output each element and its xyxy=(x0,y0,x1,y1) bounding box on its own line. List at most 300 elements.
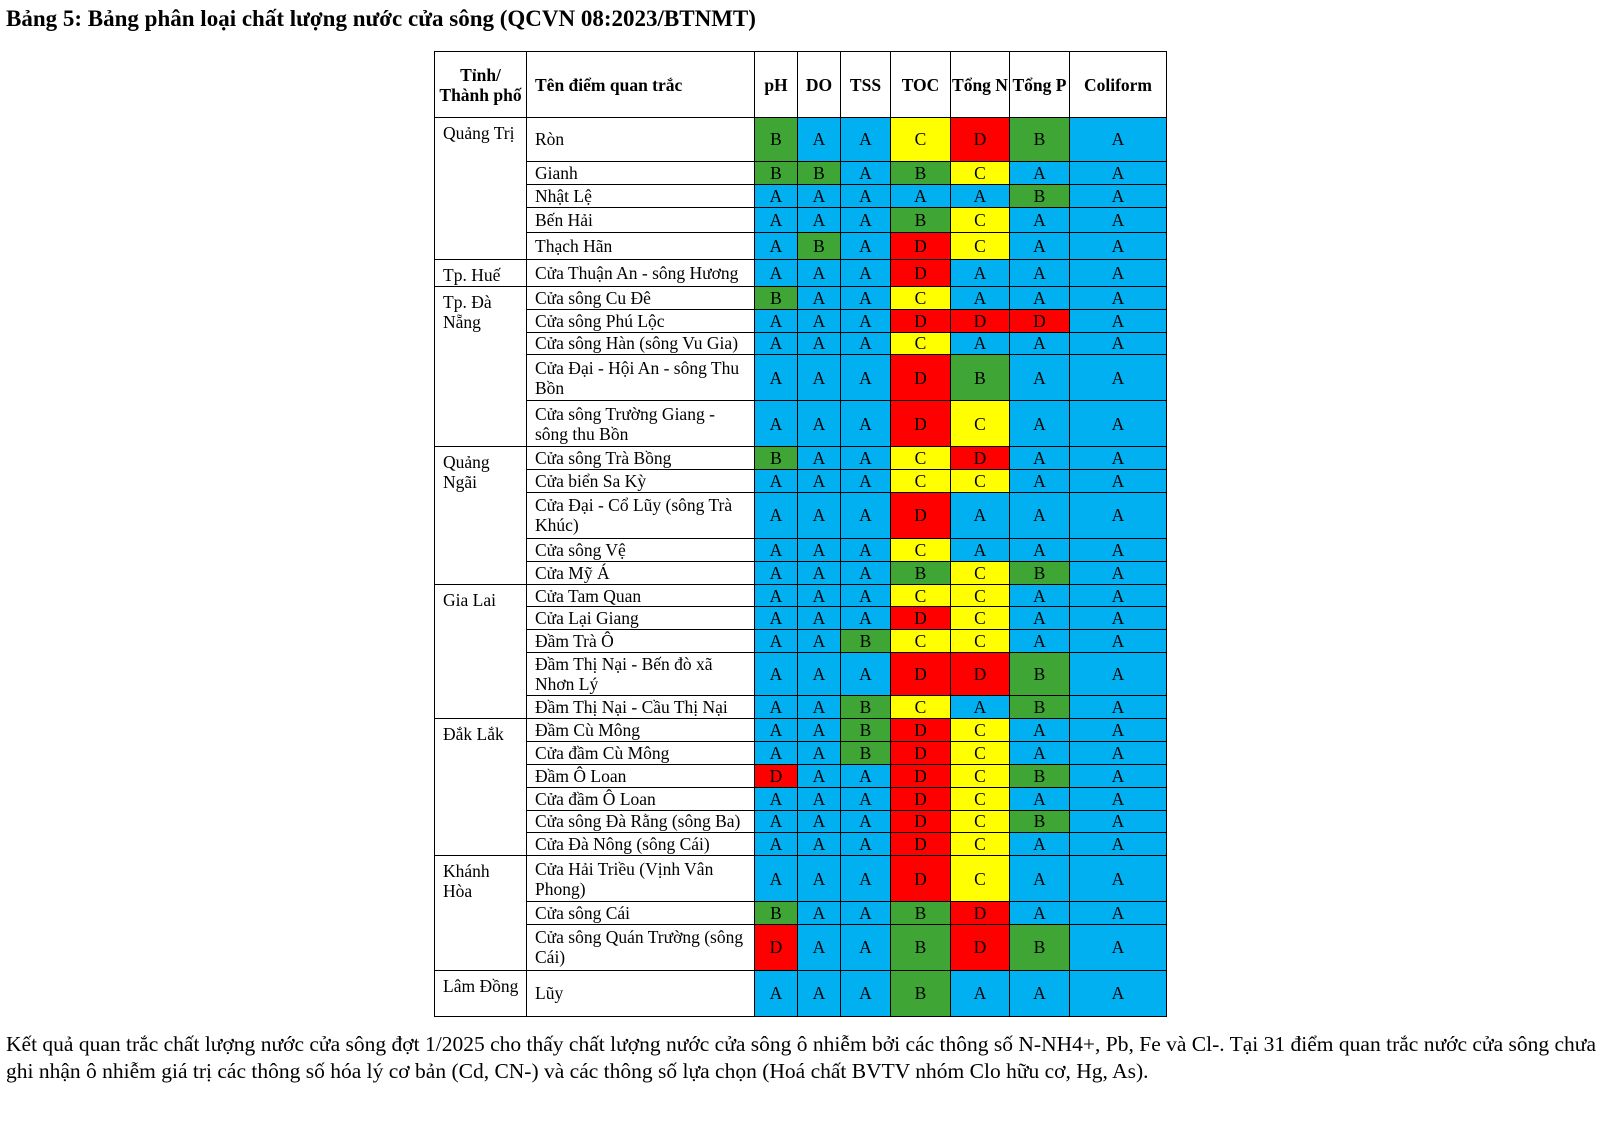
toc-grade-cell: C xyxy=(891,332,951,355)
table-row xyxy=(435,607,1167,630)
total-n-grade-cell: D xyxy=(951,309,1010,332)
tss-grade-cell: A xyxy=(841,856,891,902)
table-row xyxy=(435,970,1167,1016)
table-row xyxy=(435,184,1167,207)
do-grade-cell: A xyxy=(798,902,841,925)
total-n-grade-cell: A xyxy=(951,184,1010,207)
do-grade-cell: B xyxy=(798,232,841,259)
total-p-grade-cell: A xyxy=(1010,207,1070,232)
do-grade-cell: A xyxy=(798,695,841,718)
toc-grade-cell: D xyxy=(891,856,951,902)
total-n-grade-cell: A xyxy=(951,286,1010,309)
total-p-grade-cell: A xyxy=(1010,401,1070,447)
site-name-cell: Cửa biển Sa Kỳ xyxy=(527,470,755,493)
ph-grade-cell: A xyxy=(755,856,798,902)
coliform-grade-cell: A xyxy=(1070,161,1167,184)
tss-grade-cell: A xyxy=(841,810,891,833)
header-do: DO xyxy=(798,52,841,118)
site-name-cell: Cửa sông Phú Lộc xyxy=(527,309,755,332)
do-grade-cell: A xyxy=(798,764,841,787)
total-n-grade-cell: A xyxy=(951,492,1010,538)
toc-grade-cell: D xyxy=(891,718,951,741)
coliform-grade-cell: A xyxy=(1070,561,1167,584)
table-row xyxy=(435,718,1167,741)
tss-grade-cell: B xyxy=(841,630,891,653)
total-p-grade-cell: A xyxy=(1010,970,1070,1016)
province-cell: Tp. Đà Nẵng xyxy=(435,286,527,446)
province-cell: Tp. Huế xyxy=(435,259,527,286)
ph-grade-cell: B xyxy=(755,286,798,309)
toc-grade-cell: D xyxy=(891,232,951,259)
do-grade-cell: A xyxy=(798,538,841,561)
do-grade-cell: A xyxy=(798,470,841,493)
header-total-n: Tổng N xyxy=(951,52,1010,118)
water-quality-table xyxy=(434,51,1167,1017)
total-n-grade-cell: B xyxy=(951,355,1010,401)
province-cell: Quảng Trị xyxy=(435,118,527,260)
table-body xyxy=(435,118,1167,1017)
do-grade-cell: A xyxy=(798,561,841,584)
province-cell: Đắk Lắk xyxy=(435,718,527,855)
coliform-grade-cell: A xyxy=(1070,207,1167,232)
total-n-grade-cell: C xyxy=(951,787,1010,810)
header-ph: pH xyxy=(755,52,798,118)
total-n-grade-cell: C xyxy=(951,207,1010,232)
table-row xyxy=(435,447,1167,470)
total-p-grade-cell: A xyxy=(1010,630,1070,653)
tss-grade-cell: A xyxy=(841,787,891,810)
do-grade-cell: A xyxy=(798,118,841,162)
total-n-grade-cell: C xyxy=(951,741,1010,764)
total-p-grade-cell: B xyxy=(1010,810,1070,833)
total-p-grade-cell: B xyxy=(1010,653,1070,696)
coliform-grade-cell: A xyxy=(1070,538,1167,561)
tss-grade-cell: A xyxy=(841,561,891,584)
do-grade-cell: A xyxy=(798,259,841,286)
total-p-grade-cell: A xyxy=(1010,607,1070,630)
do-grade-cell: A xyxy=(798,207,841,232)
tss-grade-cell: A xyxy=(841,538,891,561)
tss-grade-cell: A xyxy=(841,607,891,630)
table-row xyxy=(435,207,1167,232)
coliform-grade-cell: A xyxy=(1070,286,1167,309)
ph-grade-cell: A xyxy=(755,630,798,653)
header-coliform: Coliform xyxy=(1070,52,1167,118)
tss-grade-cell: A xyxy=(841,207,891,232)
toc-grade-cell: D xyxy=(891,787,951,810)
ph-grade-cell: A xyxy=(755,970,798,1016)
tss-grade-cell: A xyxy=(841,355,891,401)
ph-grade-cell: A xyxy=(755,695,798,718)
toc-grade-cell: C xyxy=(891,695,951,718)
toc-grade-cell: D xyxy=(891,833,951,856)
site-name-cell: Cửa Hải Triều (Vịnh Vân Phong) xyxy=(527,856,755,902)
do-grade-cell: B xyxy=(798,161,841,184)
table-row xyxy=(435,584,1167,607)
tss-grade-cell: A xyxy=(841,118,891,162)
site-name-cell: Cửa Đại - Cổ Lũy (sông Trà Khúc) xyxy=(527,492,755,538)
table-header-row xyxy=(435,52,1167,118)
total-n-grade-cell: D xyxy=(951,902,1010,925)
table-row xyxy=(435,161,1167,184)
do-grade-cell: A xyxy=(798,401,841,447)
toc-grade-cell: D xyxy=(891,607,951,630)
header-tss: TSS xyxy=(841,52,891,118)
total-n-grade-cell: D xyxy=(951,118,1010,162)
ph-grade-cell: A xyxy=(755,561,798,584)
ph-grade-cell: B xyxy=(755,118,798,162)
coliform-grade-cell: A xyxy=(1070,718,1167,741)
do-grade-cell: A xyxy=(798,584,841,607)
total-n-grade-cell: C xyxy=(951,607,1010,630)
total-n-grade-cell: A xyxy=(951,695,1010,718)
toc-grade-cell: C xyxy=(891,584,951,607)
toc-grade-cell: D xyxy=(891,401,951,447)
site-name-cell: Cửa sông Trà Bồng xyxy=(527,447,755,470)
tss-grade-cell: A xyxy=(841,902,891,925)
table-row xyxy=(435,259,1167,286)
do-grade-cell: A xyxy=(798,653,841,696)
total-p-grade-cell: A xyxy=(1010,902,1070,925)
table-row xyxy=(435,810,1167,833)
table-row xyxy=(435,630,1167,653)
total-n-grade-cell: C xyxy=(951,401,1010,447)
ph-grade-cell: D xyxy=(755,925,798,971)
toc-grade-cell: D xyxy=(891,741,951,764)
ph-grade-cell: A xyxy=(755,584,798,607)
coliform-grade-cell: A xyxy=(1070,653,1167,696)
toc-grade-cell: C xyxy=(891,286,951,309)
do-grade-cell: A xyxy=(798,810,841,833)
toc-grade-cell: B xyxy=(891,902,951,925)
province-cell: Quảng Ngãi xyxy=(435,447,527,584)
total-p-grade-cell: A xyxy=(1010,161,1070,184)
do-grade-cell: A xyxy=(798,286,841,309)
coliform-grade-cell: A xyxy=(1070,584,1167,607)
site-name-cell: Cửa sông Vệ xyxy=(527,538,755,561)
water-quality-table-container xyxy=(434,51,1166,1017)
table-row xyxy=(435,925,1167,971)
table-row xyxy=(435,401,1167,447)
tss-grade-cell: A xyxy=(841,184,891,207)
total-p-grade-cell: A xyxy=(1010,259,1070,286)
table-row xyxy=(435,118,1167,162)
toc-grade-cell: A xyxy=(891,184,951,207)
toc-grade-cell: C xyxy=(891,630,951,653)
tss-grade-cell: A xyxy=(841,232,891,259)
coliform-grade-cell: A xyxy=(1070,695,1167,718)
total-p-grade-cell: A xyxy=(1010,584,1070,607)
header-total-p: Tổng P xyxy=(1010,52,1070,118)
coliform-grade-cell: A xyxy=(1070,787,1167,810)
header-toc: TOC xyxy=(891,52,951,118)
site-name-cell: Đầm Ô Loan xyxy=(527,764,755,787)
table-row xyxy=(435,833,1167,856)
ph-grade-cell: A xyxy=(755,833,798,856)
ph-grade-cell: A xyxy=(755,232,798,259)
total-p-grade-cell: A xyxy=(1010,286,1070,309)
tss-grade-cell: A xyxy=(841,401,891,447)
ph-grade-cell: A xyxy=(755,787,798,810)
table-row xyxy=(435,764,1167,787)
do-grade-cell: A xyxy=(798,718,841,741)
tss-grade-cell: A xyxy=(841,833,891,856)
tss-grade-cell: A xyxy=(841,925,891,971)
tss-grade-cell: A xyxy=(841,653,891,696)
table-row xyxy=(435,470,1167,493)
do-grade-cell: A xyxy=(798,184,841,207)
site-name-cell: Cửa sông Quán Trường (sông Cái) xyxy=(527,925,755,971)
coliform-grade-cell: A xyxy=(1070,856,1167,902)
toc-grade-cell: D xyxy=(891,355,951,401)
toc-grade-cell: D xyxy=(891,653,951,696)
toc-grade-cell: C xyxy=(891,447,951,470)
site-name-cell: Cửa sông Hàn (sông Vu Gia) xyxy=(527,332,755,355)
toc-grade-cell: B xyxy=(891,925,951,971)
table-row xyxy=(435,902,1167,925)
coliform-grade-cell: A xyxy=(1070,925,1167,971)
total-n-grade-cell: C xyxy=(951,764,1010,787)
coliform-grade-cell: A xyxy=(1070,470,1167,493)
table-row xyxy=(435,653,1167,696)
table-row xyxy=(435,492,1167,538)
tss-grade-cell: B xyxy=(841,741,891,764)
province-cell: Gia Lai xyxy=(435,584,527,718)
total-n-grade-cell: A xyxy=(951,970,1010,1016)
total-p-grade-cell: A xyxy=(1010,833,1070,856)
coliform-grade-cell: A xyxy=(1070,184,1167,207)
site-name-cell: Cửa Đà Nông (sông Cái) xyxy=(527,833,755,856)
ph-grade-cell: A xyxy=(755,184,798,207)
site-name-cell: Cửa Thuận An - sông Hương xyxy=(527,259,755,286)
total-p-grade-cell: A xyxy=(1010,856,1070,902)
site-name-cell: Đầm Trà Ô xyxy=(527,630,755,653)
tss-grade-cell: A xyxy=(841,447,891,470)
ph-grade-cell: A xyxy=(755,332,798,355)
coliform-grade-cell: A xyxy=(1070,118,1167,162)
total-p-grade-cell: A xyxy=(1010,447,1070,470)
ph-grade-cell: A xyxy=(755,259,798,286)
total-n-grade-cell: A xyxy=(951,332,1010,355)
site-name-cell: Thạch Hãn xyxy=(527,232,755,259)
ph-grade-cell: A xyxy=(755,607,798,630)
ph-grade-cell: A xyxy=(755,207,798,232)
table-caption: Bảng 5: Bảng phân loại chất lượng nước cửa sông (QCVN 08:2023/BTNMT) xyxy=(6,6,756,31)
do-grade-cell: A xyxy=(798,309,841,332)
coliform-grade-cell: A xyxy=(1070,309,1167,332)
site-name-cell: Cửa sông Cu Đê xyxy=(527,286,755,309)
toc-grade-cell: B xyxy=(891,561,951,584)
do-grade-cell: A xyxy=(798,607,841,630)
ph-grade-cell: B xyxy=(755,161,798,184)
table-row xyxy=(435,538,1167,561)
total-n-grade-cell: C xyxy=(951,810,1010,833)
ph-grade-cell: D xyxy=(755,764,798,787)
coliform-grade-cell: A xyxy=(1070,447,1167,470)
table-row xyxy=(435,561,1167,584)
ph-grade-cell: A xyxy=(755,538,798,561)
ph-grade-cell: B xyxy=(755,902,798,925)
total-p-grade-cell: B xyxy=(1010,764,1070,787)
total-p-grade-cell: B xyxy=(1010,695,1070,718)
toc-grade-cell: C xyxy=(891,118,951,162)
province-cell: Lâm Đồng xyxy=(435,970,527,1016)
total-n-grade-cell: C xyxy=(951,470,1010,493)
total-n-grade-cell: C xyxy=(951,630,1010,653)
site-name-cell: Cửa Mỹ Á xyxy=(527,561,755,584)
table-row xyxy=(435,856,1167,902)
site-name-cell: Cửa đầm Cù Mông xyxy=(527,741,755,764)
ph-grade-cell: A xyxy=(755,470,798,493)
total-n-grade-cell: C xyxy=(951,718,1010,741)
site-name-cell: Cửa sông Cái xyxy=(527,902,755,925)
site-name-cell: Gianh xyxy=(527,161,755,184)
tss-grade-cell: B xyxy=(841,695,891,718)
coliform-grade-cell: A xyxy=(1070,259,1167,286)
toc-grade-cell: C xyxy=(891,470,951,493)
tss-grade-cell: A xyxy=(841,764,891,787)
table-row xyxy=(435,232,1167,259)
site-name-cell: Ròn xyxy=(527,118,755,162)
coliform-grade-cell: A xyxy=(1070,810,1167,833)
total-p-grade-cell: A xyxy=(1010,741,1070,764)
site-name-cell: Cửa Đại - Hội An - sông Thu Bồn xyxy=(527,355,755,401)
site-name-cell: Cửa đầm Ô Loan xyxy=(527,787,755,810)
total-p-grade-cell: B xyxy=(1010,184,1070,207)
site-name-cell: Đầm Thị Nại - Cầu Thị Nại xyxy=(527,695,755,718)
tss-grade-cell: A xyxy=(841,470,891,493)
tss-grade-cell: B xyxy=(841,718,891,741)
total-n-grade-cell: D xyxy=(951,447,1010,470)
total-p-grade-cell: B xyxy=(1010,561,1070,584)
site-name-cell: Lũy xyxy=(527,970,755,1016)
coliform-grade-cell: A xyxy=(1070,630,1167,653)
coliform-grade-cell: A xyxy=(1070,764,1167,787)
do-grade-cell: A xyxy=(798,447,841,470)
ph-grade-cell: A xyxy=(755,718,798,741)
toc-grade-cell: D xyxy=(891,259,951,286)
do-grade-cell: A xyxy=(798,355,841,401)
toc-grade-cell: C xyxy=(891,538,951,561)
total-n-grade-cell: A xyxy=(951,538,1010,561)
total-p-grade-cell: A xyxy=(1010,470,1070,493)
total-n-grade-cell: C xyxy=(951,161,1010,184)
toc-grade-cell: D xyxy=(891,810,951,833)
toc-grade-cell: B xyxy=(891,207,951,232)
do-grade-cell: A xyxy=(798,492,841,538)
tss-grade-cell: A xyxy=(841,970,891,1016)
total-p-grade-cell: B xyxy=(1010,118,1070,162)
total-p-grade-cell: A xyxy=(1010,355,1070,401)
total-p-grade-cell: A xyxy=(1010,787,1070,810)
ph-grade-cell: A xyxy=(755,653,798,696)
total-n-grade-cell: D xyxy=(951,653,1010,696)
table-row xyxy=(435,309,1167,332)
site-name-cell: Cửa Tam Quan xyxy=(527,584,755,607)
total-n-grade-cell: C xyxy=(951,232,1010,259)
toc-grade-cell: B xyxy=(891,970,951,1016)
site-name-cell: Đầm Cù Mông xyxy=(527,718,755,741)
total-p-grade-cell: D xyxy=(1010,309,1070,332)
coliform-grade-cell: A xyxy=(1070,332,1167,355)
coliform-grade-cell: A xyxy=(1070,232,1167,259)
toc-grade-cell: D xyxy=(891,492,951,538)
header-site-name: Tên điểm quan trắc xyxy=(527,52,755,118)
table-row xyxy=(435,787,1167,810)
total-n-grade-cell: D xyxy=(951,925,1010,971)
coliform-grade-cell: A xyxy=(1070,492,1167,538)
coliform-grade-cell: A xyxy=(1070,607,1167,630)
table-row xyxy=(435,355,1167,401)
tss-grade-cell: A xyxy=(841,492,891,538)
site-name-cell: Cửa Lại Giang xyxy=(527,607,755,630)
coliform-grade-cell: A xyxy=(1070,970,1167,1016)
coliform-grade-cell: A xyxy=(1070,355,1167,401)
total-p-grade-cell: A xyxy=(1010,332,1070,355)
do-grade-cell: A xyxy=(798,787,841,810)
tss-grade-cell: A xyxy=(841,309,891,332)
total-n-grade-cell: C xyxy=(951,833,1010,856)
ph-grade-cell: A xyxy=(755,401,798,447)
ph-grade-cell: A xyxy=(755,355,798,401)
total-p-grade-cell: A xyxy=(1010,232,1070,259)
toc-grade-cell: B xyxy=(891,161,951,184)
body-paragraph: Kết quả quan trắc chất lượng nước cửa sông đợt 1/2025 cho thấy chất lượng nước cửa sông ô nhiễm bởi các thông số N-NH4+, Pb, Fe và Cl-. Tại 31 điểm quan trắc nước cửa sông chưa ghi nhận ô nhiễm giá trị các thông số hóa lý cơ bản (Cd, CN-) và các thông số lựa chọn (Hoá chất BVTV nhóm Clo hữu cơ, Hg, As). xyxy=(6,1032,1596,1083)
tss-grade-cell: A xyxy=(841,332,891,355)
header-province: Tỉnh/ Thành phố xyxy=(435,52,527,118)
tss-grade-cell: A xyxy=(841,259,891,286)
tss-grade-cell: A xyxy=(841,286,891,309)
do-grade-cell: A xyxy=(798,630,841,653)
do-grade-cell: A xyxy=(798,856,841,902)
tss-grade-cell: A xyxy=(841,584,891,607)
table-row xyxy=(435,695,1167,718)
do-grade-cell: A xyxy=(798,833,841,856)
site-name-cell: Cửa sông Trường Giang - sông thu Bồn xyxy=(527,401,755,447)
total-p-grade-cell: A xyxy=(1010,492,1070,538)
coliform-grade-cell: A xyxy=(1070,401,1167,447)
do-grade-cell: A xyxy=(798,741,841,764)
ph-grade-cell: A xyxy=(755,492,798,538)
total-p-grade-cell: A xyxy=(1010,718,1070,741)
tss-grade-cell: A xyxy=(841,161,891,184)
total-n-grade-cell: C xyxy=(951,856,1010,902)
ph-grade-cell: A xyxy=(755,309,798,332)
ph-grade-cell: A xyxy=(755,741,798,764)
table-row xyxy=(435,332,1167,355)
total-p-grade-cell: B xyxy=(1010,925,1070,971)
table-row xyxy=(435,286,1167,309)
coliform-grade-cell: A xyxy=(1070,902,1167,925)
table-row xyxy=(435,741,1167,764)
coliform-grade-cell: A xyxy=(1070,833,1167,856)
site-name-cell: Nhật Lệ xyxy=(527,184,755,207)
toc-grade-cell: D xyxy=(891,309,951,332)
do-grade-cell: A xyxy=(798,925,841,971)
site-name-cell: Đầm Thị Nại - Bến đò xã Nhơn Lý xyxy=(527,653,755,696)
ph-grade-cell: A xyxy=(755,810,798,833)
do-grade-cell: A xyxy=(798,970,841,1016)
do-grade-cell: A xyxy=(798,332,841,355)
coliform-grade-cell: A xyxy=(1070,741,1167,764)
total-n-grade-cell: A xyxy=(951,259,1010,286)
total-n-grade-cell: C xyxy=(951,584,1010,607)
total-p-grade-cell: A xyxy=(1010,538,1070,561)
total-n-grade-cell: C xyxy=(951,561,1010,584)
site-name-cell: Bến Hải xyxy=(527,207,755,232)
site-name-cell: Cửa sông Đà Rằng (sông Ba) xyxy=(527,810,755,833)
ph-grade-cell: B xyxy=(755,447,798,470)
